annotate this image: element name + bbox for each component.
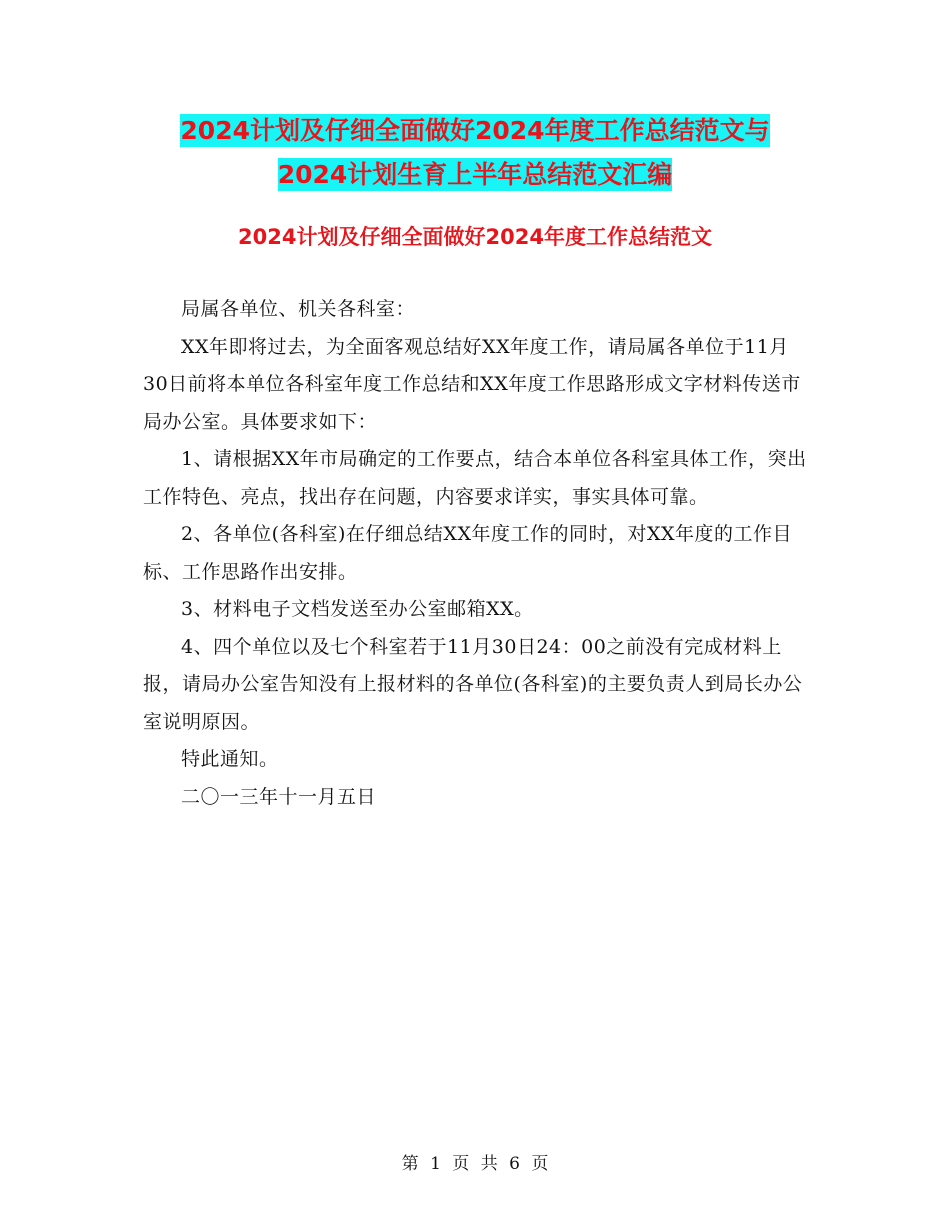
main-title-line-1 bbox=[120, 108, 830, 154]
section-title: 2024计划及仔细全面做好2024年度工作总结范文 bbox=[238, 225, 712, 249]
main-title-line-2 bbox=[120, 152, 830, 198]
closing-paragraph: 特此通知。 bbox=[181, 748, 279, 770]
main-title-line-1-text: 2024计划及仔细全面做好2024年度工作总结范文与 bbox=[180, 116, 770, 145]
requirement-1-paragraph: 1、请根据XX年市局确定的工作要点，结合本单位各科室具体工作，突出工作特色、亮点，找出存在问题，内容要求详实，事实具体可靠。 bbox=[143, 448, 807, 508]
requirement-4-paragraph: 4、四个单位以及七个科室若于11月30日24：00之前没有完成材料上报，请局办公室告知没有上报材料的各单位(各科室)的主要负责人到局长办公室说明原因。 bbox=[143, 635, 803, 733]
document-body bbox=[143, 291, 813, 816]
date-paragraph: 二〇一三年十一月五日 bbox=[181, 785, 377, 808]
requirement-2-paragraph: 2、各单位(各科室)在仔细总结XX年度工作的同时，对XX年度的工作目标、工作思路作出安排。 bbox=[143, 523, 793, 583]
page-footer: 第 1 页 共 6 页 bbox=[401, 1154, 549, 1174]
salutation-paragraph: 局属各单位、机关各科室： bbox=[181, 298, 416, 320]
main-title-line-2-text: 2024计划生育上半年总结范文汇编 bbox=[277, 160, 673, 189]
requirement-3-paragraph: 3、材料电子文档发送至办公室邮箱XX。 bbox=[181, 598, 534, 620]
intro-paragraph: XX年即将过去，为全面客观总结好XX年度工作，请局属各单位于11月30日前将本单位各科室年度工作总结和XX年度工作思路形成文字材料传送市局办公室。具体要求如下： bbox=[143, 335, 801, 433]
